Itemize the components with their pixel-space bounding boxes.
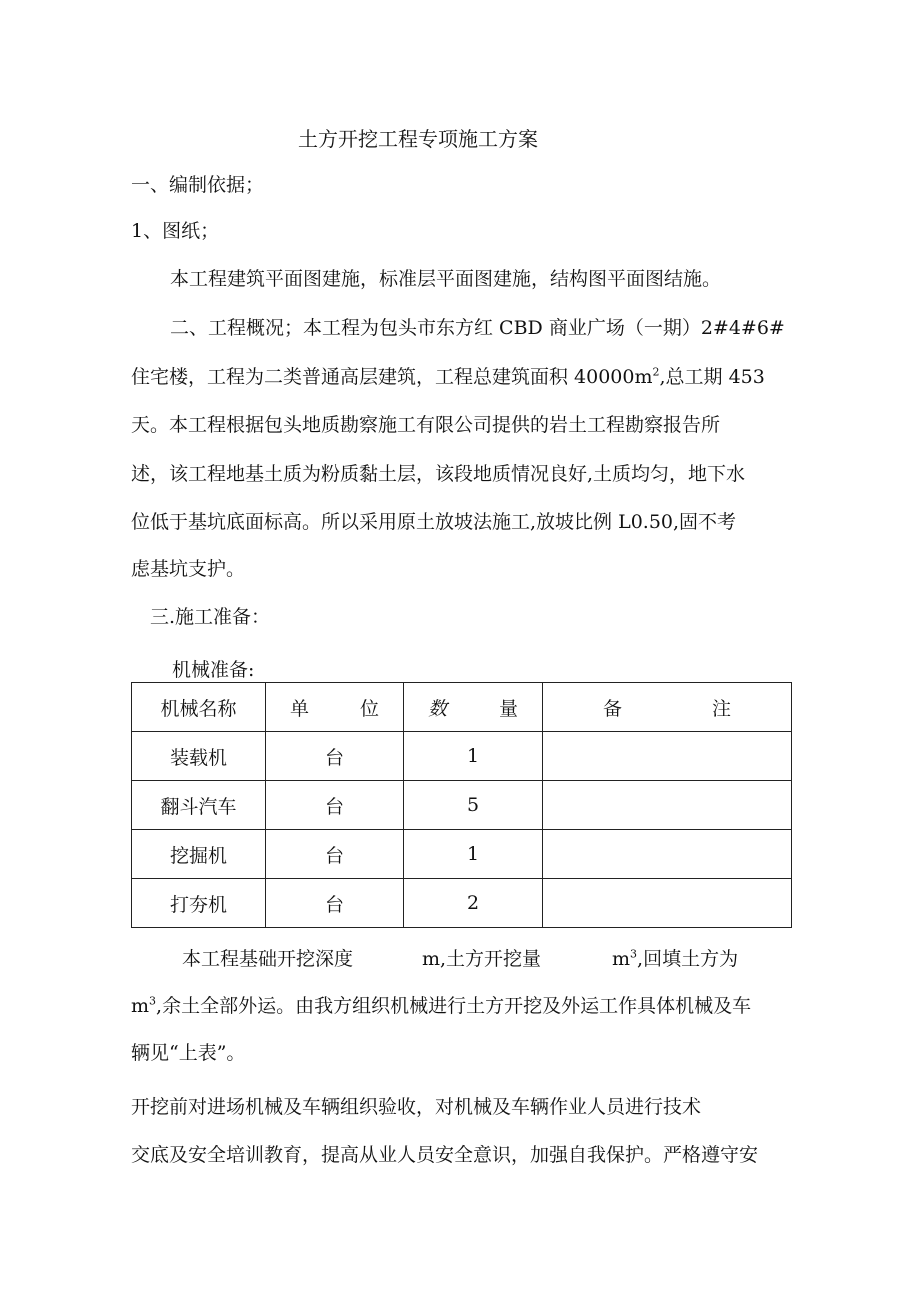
header-unit: 单 位 <box>266 683 404 732</box>
excavation-volume-text: m,土方开挖量 <box>422 948 542 970</box>
header-machine-name: 机械名称 <box>132 683 266 732</box>
paragraph-drawings: 本工程建筑平面图建施，标准层平面图建施，结构图平面图结施。 <box>170 268 722 290</box>
overview-line-4: 述，该工程地基土质为粉质黏土层，该段地质情况良好,土质均匀，地下水 <box>131 463 746 485</box>
cell-quantity: 1 <box>404 830 543 879</box>
cell-machine-name: 翻斗汽车 <box>132 781 266 830</box>
machine-prep-label: 机械准备: <box>172 659 255 681</box>
overview-line-1: 二、工程概况；本工程为包头市东方红 CBD 商业广场（一期）2#4#6# <box>170 317 785 339</box>
acceptance-line-1: 开挖前对进场机械及车辆组织验收，对机械及车辆作业人员进行技术 <box>131 1096 702 1118</box>
section-heading-preparation: 三.施工准备： <box>150 606 271 628</box>
cell-machine-name: 挖掘机 <box>132 830 266 879</box>
overview-line-5: 位低于基坑底面标高。所以采用原土放坡法施工,放坡比例 L0.50,固不考 <box>131 511 737 533</box>
table-row <box>132 879 792 928</box>
cell-quantity: 2 <box>404 879 543 928</box>
overview-line-6: 虑基坑支护。 <box>131 558 246 580</box>
cell-unit: 台 <box>266 781 404 830</box>
overview-line-2: 住宅楼，工程为二类普通高层建筑，工程总建筑面积 $40000m^2$,总工期 453 <box>131 365 765 388</box>
cell-remarks <box>543 781 792 830</box>
cell-unit: 台 <box>266 732 404 781</box>
acceptance-line-2: 交底及安全培训教育，提高从业人员安全意识，加强自我保护。严格遵守安 <box>131 1144 759 1166</box>
backfill-volume-text: $m^3$,回填土方为 <box>612 947 739 970</box>
section-heading-basis: 一、编制依据； <box>131 174 265 196</box>
excavation-line-2: $m^3$,余土全部外运。由我方组织机械进行土方开挖及外运工作具体机械及车 <box>131 994 752 1017</box>
table-row <box>132 732 792 781</box>
excavation-line-3: 辆见“上表”。 <box>131 1042 246 1064</box>
machinery-table <box>131 682 792 928</box>
cell-machine-name: 装载机 <box>132 732 266 781</box>
cell-machine-name: 打夯机 <box>132 879 266 928</box>
excavation-depth-text: 本工程基础开挖深度 <box>182 948 354 970</box>
overview-line-3: 天。本工程根据包头地质勘察施工有限公司提供的岩土工程勘察报告所 <box>131 414 721 436</box>
cell-quantity: 1 <box>404 732 543 781</box>
cell-unit: 台 <box>266 879 404 928</box>
table-row <box>132 830 792 879</box>
table-row <box>132 781 792 830</box>
cell-remarks <box>543 879 792 928</box>
table-header-row <box>132 683 792 732</box>
cell-unit: 台 <box>266 830 404 879</box>
cell-quantity: 5 <box>404 781 543 830</box>
header-quantity: 数 量 <box>404 683 543 732</box>
header-remarks: 备 注 <box>543 683 792 732</box>
subsection-drawings: 1、图纸； <box>131 220 220 242</box>
cell-remarks <box>543 830 792 879</box>
document-title: 土方开挖工程专项施工方案 <box>298 127 538 151</box>
cell-remarks <box>543 732 792 781</box>
